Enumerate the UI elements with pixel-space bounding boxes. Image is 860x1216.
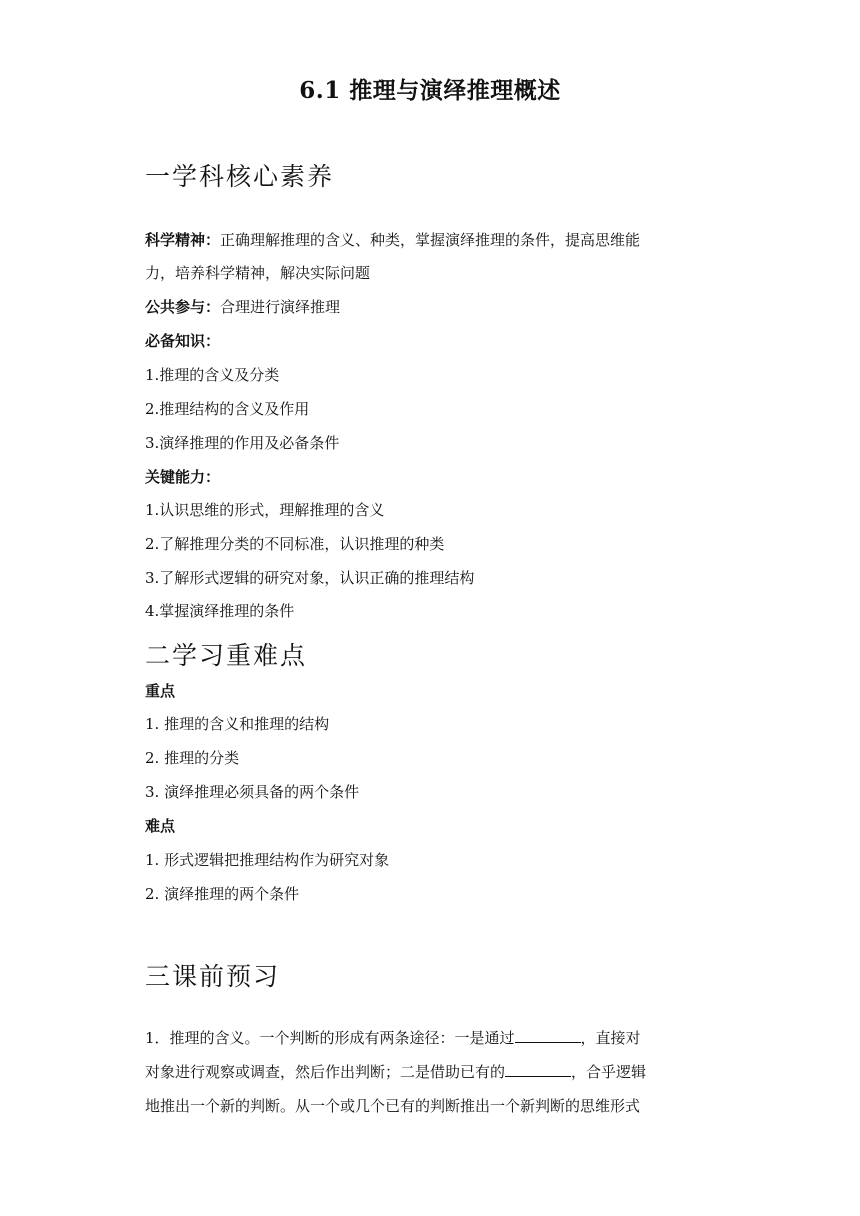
public-participation-text: 合理进行演绎推理 (220, 298, 341, 316)
preview-paragraph-line-2 (145, 1061, 646, 1083)
public-participation-line (145, 296, 340, 318)
page-title: 6.1 推理与演绎推理概述 (299, 77, 561, 104)
fill-blank[interactable] (505, 1062, 571, 1077)
difficult-point-item: 2. 演绎推理的两个条件 (145, 885, 300, 903)
key-points-label: 重点 (145, 682, 176, 700)
ability-item: 1.认识思维的形式，理解推理的含义 (145, 501, 385, 519)
section-heading-core-literacy: 一学科核心素养 (145, 162, 335, 191)
ability-item: 2.了解推理分类的不同标准，认识推理的种类 (145, 535, 445, 553)
preview-text: 对象进行观察或调查，然后作出判断；二是借助已有的 (145, 1063, 506, 1081)
preview-paragraph-line-1 (145, 1027, 641, 1049)
key-point-item: 1. 推理的含义和推理的结构 (145, 715, 330, 733)
public-participation-label: 公共参与： (145, 298, 221, 316)
fill-blank[interactable] (515, 1028, 581, 1043)
knowledge-item: 1.推理的含义及分类 (145, 366, 280, 384)
difficult-points-label: 难点 (145, 817, 176, 835)
difficult-point-item: 1. 形式逻辑把推理结构作为研究对象 (145, 851, 390, 869)
ability-item: 4.掌握演绎推理的条件 (145, 602, 295, 620)
section-heading-key-difficult: 二学习重难点 (145, 641, 308, 670)
science-spirit-text-1: 正确理解推理的含义、种类，掌握演绎推理的条件，提高思维能 (220, 231, 641, 249)
section-heading-preview: 三课前预习 (145, 962, 281, 991)
preview-text: 1．推理的含义。一个判断的形成有两条途径：一是通过 (145, 1029, 515, 1047)
knowledge-item: 3.演绎推理的作用及必备条件 (145, 434, 340, 452)
key-ability-label: 关键能力： (145, 468, 221, 486)
required-knowledge-label: 必备知识： (145, 332, 221, 350)
key-point-item: 2. 推理的分类 (145, 749, 240, 767)
key-point-item: 3. 演绎推理必须具备的两个条件 (145, 783, 360, 801)
science-spirit-label: 科学精神： (145, 231, 221, 249)
preview-text: ，直接对 (580, 1029, 641, 1047)
preview-text: ，合乎逻辑 (571, 1063, 647, 1081)
ability-item: 3.了解形式逻辑的研究对象，认识正确的推理结构 (145, 569, 475, 587)
knowledge-item: 2.推理结构的含义及作用 (145, 400, 310, 418)
preview-paragraph-line-3: 地推出一个新的判断。从一个或几个已有的判断推出一个新判断的思维形式 (145, 1097, 641, 1115)
science-spirit-line-1 (145, 229, 640, 251)
science-spirit-text-2: 力，培养科学精神，解决实际问题 (145, 264, 371, 282)
